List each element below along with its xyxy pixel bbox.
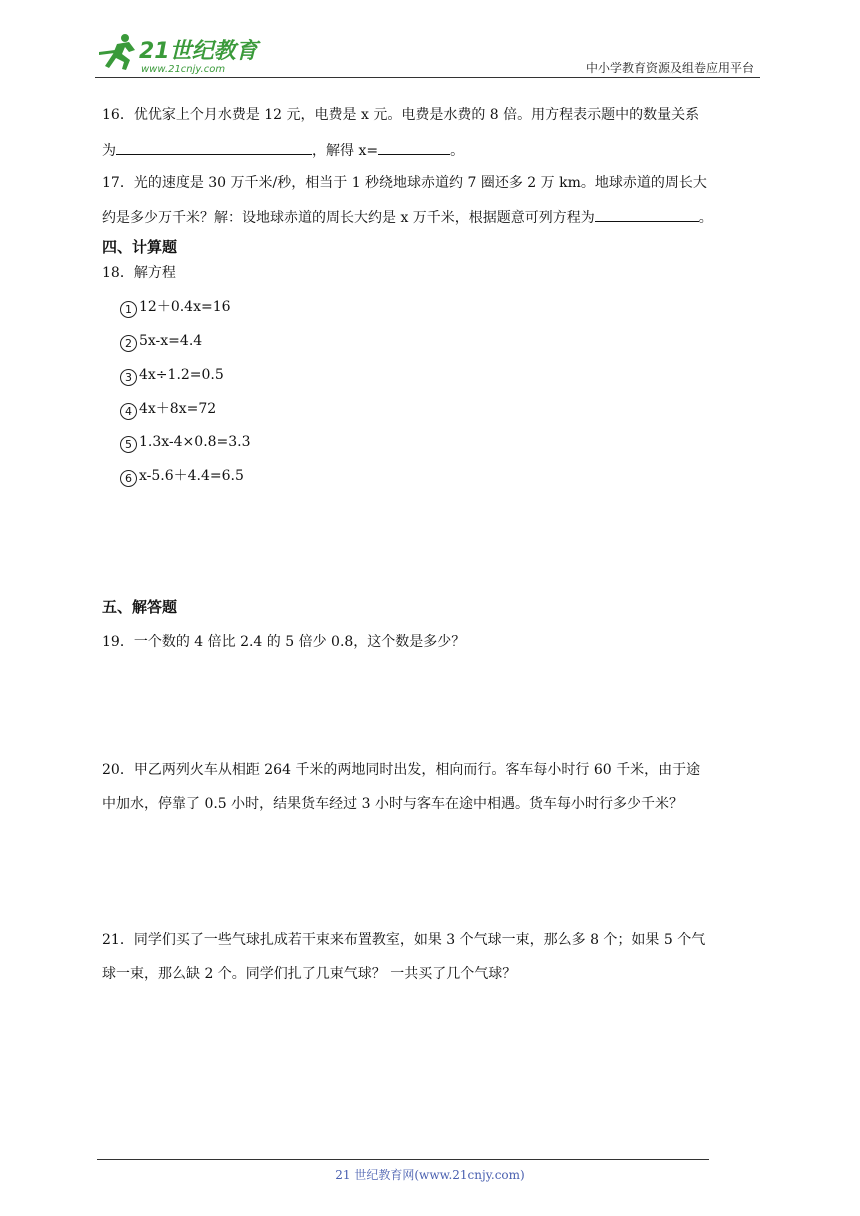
q17-end: 。 xyxy=(698,210,713,226)
page-header xyxy=(95,30,760,78)
q18-equation-6 xyxy=(120,467,244,487)
q16-answer-blank[interactable] xyxy=(378,140,450,155)
q21-line2: 球一束，那么缺 2 个。同学们扎了几束气球？ 一共买了几个气球？ xyxy=(102,966,517,982)
logo-text: 21世纪教育 xyxy=(139,39,258,64)
q16-line1: 16．优优家上个月水费是 12 元，电费是 x 元。电费是水费的 8 倍。用方程表示题中的数量关系 xyxy=(102,107,700,123)
q16-solve-label: ，解得 x= xyxy=(312,143,379,159)
q20-line2: 中加水，停靠了 0.5 小时，结果货车经过 3 小时与客车在途中相遇。货车每小时行多少千米？ xyxy=(102,796,683,812)
site-logo xyxy=(95,30,265,76)
logo-url: www.21cnjy.com xyxy=(141,64,226,75)
header-platform-text: 中小学教育资源及组卷应用平台 xyxy=(585,61,754,75)
q19-text: 19．一个数的 4 倍比 2.4 的 5 倍少 0.8，这个数是多少？ xyxy=(102,634,466,650)
section-answer-title: 五、解答题 xyxy=(102,598,178,616)
q18-equation-4 xyxy=(120,400,216,420)
equation-text: x-5.6＋4.4=6.5 xyxy=(139,468,244,484)
equation-text: 4x＋8x=72 xyxy=(139,401,217,417)
circled-number: 2 xyxy=(120,335,137,352)
equation-text: 1.3x-4×0.8=3.3 xyxy=(139,434,251,450)
header-divider xyxy=(95,77,760,78)
q20-line1: 20．甲乙两列火车从相距 264 千米的两地同时出发，相向而行。客车每小时行 60 千米，由于途 xyxy=(102,762,701,778)
footer-text[interactable]: 21 世纪教育网(www.21cnjy.com) xyxy=(335,1168,525,1182)
q17-equation-blank[interactable] xyxy=(595,207,699,222)
q16-line2 xyxy=(102,140,464,160)
section-calculation-title: 四、计算题 xyxy=(102,238,178,256)
circled-number: 3 xyxy=(120,369,137,386)
q17-line2 xyxy=(102,207,713,227)
circled-number: 5 xyxy=(120,436,137,453)
q18-title: 18．解方程 xyxy=(102,265,176,281)
circled-number: 1 xyxy=(120,301,137,318)
circled-number: 4 xyxy=(120,403,137,420)
q16-end: 。 xyxy=(450,143,465,159)
equation-text: 4x÷1.2=0.5 xyxy=(139,367,224,383)
q18-equation-3 xyxy=(120,366,224,386)
equation-text: 5x-x=4.4 xyxy=(139,333,203,349)
footer-divider xyxy=(97,1159,709,1160)
q16-prefix: 为 xyxy=(102,143,116,159)
q18-equation-5 xyxy=(120,433,251,453)
circled-number: 6 xyxy=(120,470,137,487)
q17-line1: 17．光的速度是 30 万千米/秒，相当于 1 秒绕地球赤道约 7 圈还多 2 万 km。地球赤道的周长大 xyxy=(102,175,707,191)
q18-equation-2 xyxy=(120,332,202,352)
equation-text: 12＋0.4x=16 xyxy=(139,299,231,315)
q18-equation-1 xyxy=(120,298,231,318)
q17-text: 约是多少万千米？解：设地球赤道的周长大约是 x 万千米，根据题意可列方程为 xyxy=(102,210,595,226)
q21-line1: 21．同学们买了一些气球扎成若干束来布置教室，如果 3 个气球一束，那么多 8 个；如果 5 个气 xyxy=(102,932,706,948)
q16-equation-blank[interactable] xyxy=(116,140,312,155)
